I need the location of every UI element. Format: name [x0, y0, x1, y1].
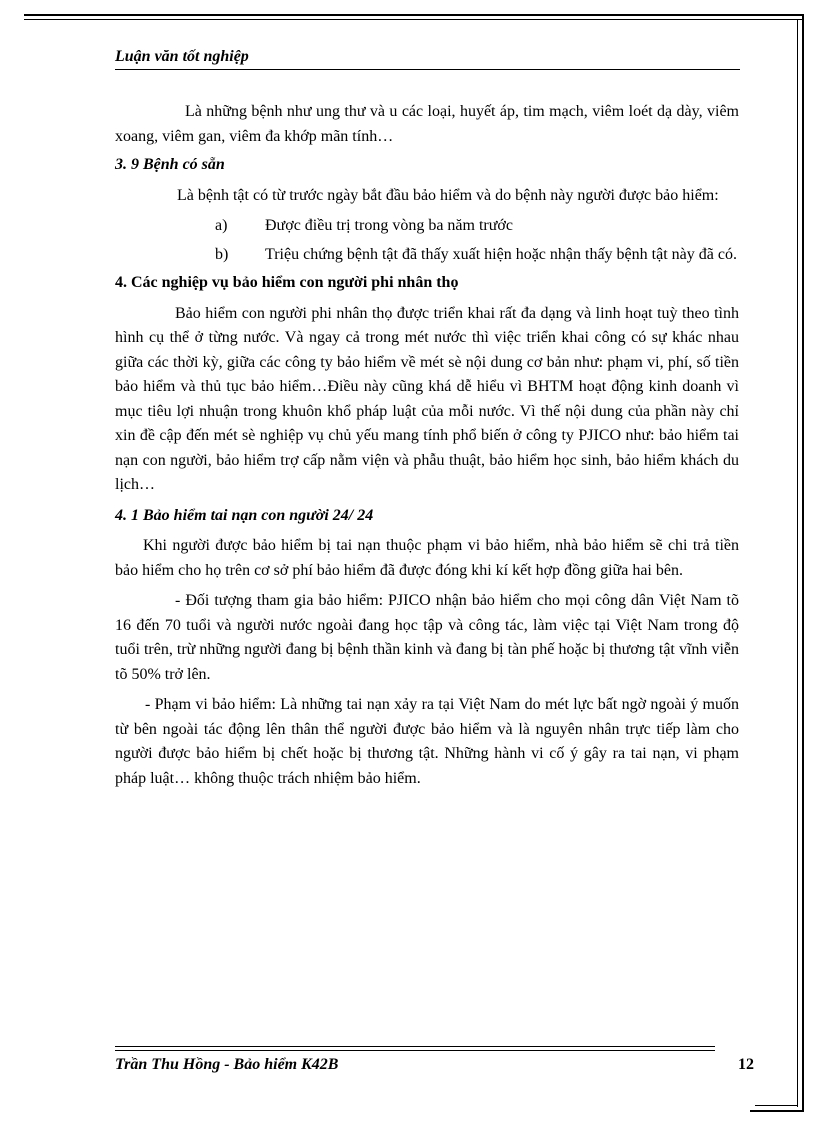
heading-4-1: 4. 1 Bảo hiểm tai nạn con người 24/ 24: [115, 506, 374, 524]
paragraph-eligibility: - Đối tượng tham gia bảo hiểm: PJICO nhận bảo hiểm cho mọi công dân Việt Nam tõ 16 đến 70 tuổi và người nước ngoài đang học tập và công tác, làm việc tại Việt Nam trong độ tuổi trên, trừ những người đang bị bệnh thần kinh và đang bị tàn phế hoặc bị thương tật vĩnh viễn tõ 50% trở lên.: [115, 592, 739, 683]
list-text: Được điều trị trong vòng ba năm trước: [265, 217, 513, 234]
paragraph-coverage-scope: - Phạm vi bảo hiểm: Là những tai nạn xảy ra tại Việt Nam do mét lực bất ngờ ngoài ý muốn từ bên ngoài tác động lên thân thể người được bảo hiểm và là nguyên nhân trực tiếp làm cho người được bảo hiểm bị chết hoặc bị thương tật. Những hành vi cố ý gây ra tai nạn, vi phạm pháp luật… không thuộc trách nhiệm bảo hiểm.: [115, 696, 739, 787]
document-body: [115, 100, 739, 791]
running-header: Luận văn tốt nghiệp: [115, 48, 740, 70]
list-item-b: [215, 243, 739, 268]
frame-right-line: [802, 14, 804, 1112]
frame-top-line-inner: [24, 19, 804, 20]
frame-bottom-line: [750, 1110, 804, 1112]
frame-bottom-line-inner: [755, 1105, 798, 1106]
paragraph-diseases: Là những bệnh như ung thư và u các loại, huyết áp, tim mạch, viêm loét dạ dày, viêm xoang, viêm gan, viêm đa khớp mãn tính…: [115, 103, 739, 145]
paragraph-preexisting: Là bệnh tật có từ trước ngày bắt đầu bảo hiểm và do bệnh này người được bảo hiểm:: [177, 186, 719, 204]
frame-right-line-inner: [797, 19, 798, 1107]
list-marker: a): [215, 217, 228, 234]
list-marker: b): [215, 245, 229, 263]
footer-author: Trần Thu Hồng - Bảo hiểm K42B: [115, 1056, 339, 1073]
page-number: 12: [738, 1056, 754, 1073]
heading-3-9: 3. 9 Bệnh có sẵn: [115, 156, 225, 173]
footer-rule: [115, 1046, 715, 1051]
paragraph-non-life: Bảo hiểm con người phi nhân thọ được triển khai rất đa dạng và linh hoạt tuỳ theo tình hình cụ thể ở từng nước. Và ngay cả trong mét nước thì việc triển khai công có sự khác nhau giữa các thời kỳ, giữa các công ty bảo hiểm về mét sè nội dung cơ bản như: phạm vi, phí, số tiền bảo hiểm và thủ tục bảo hiểm…Điều này cũng khá dễ hiểu vì BHTM hoạt động kinh doanh vì mục tiêu lợi nhuận trong khuôn khổ pháp luật của mỗi nước. Vì thế nội dung của phần này chỉ xin đề cập đến mét sè nghiệp vụ chủ yếu mang tính phổ biến ở công ty PJICO như: bảo hiểm tai nạn con người, bảo hiểm trợ cấp nằm viện và phẫu thuật, bảo hiểm học sinh, bảo hiểm khách du lịch…: [115, 304, 739, 493]
list-item-a: [215, 214, 739, 239]
paragraph-accident-payout: Khi người được bảo hiểm bị tai nạn thuộc phạm vi bảo hiểm, nhà bảo hiểm sẽ chi trả tiền bảo hiểm cho họ trên cơ sở phí bảo hiểm đã được đóng khi kí kết hợp đồng giữa hai bên.: [115, 537, 739, 579]
list-text: Triệu chứng bệnh tật đã thấy xuất hiện hoặc nhận thấy bệnh tật này đã có.: [265, 245, 737, 263]
heading-4: 4. Các nghiệp vụ bảo hiểm con người phi nhân thọ: [115, 274, 459, 291]
frame-top-line: [24, 14, 804, 16]
